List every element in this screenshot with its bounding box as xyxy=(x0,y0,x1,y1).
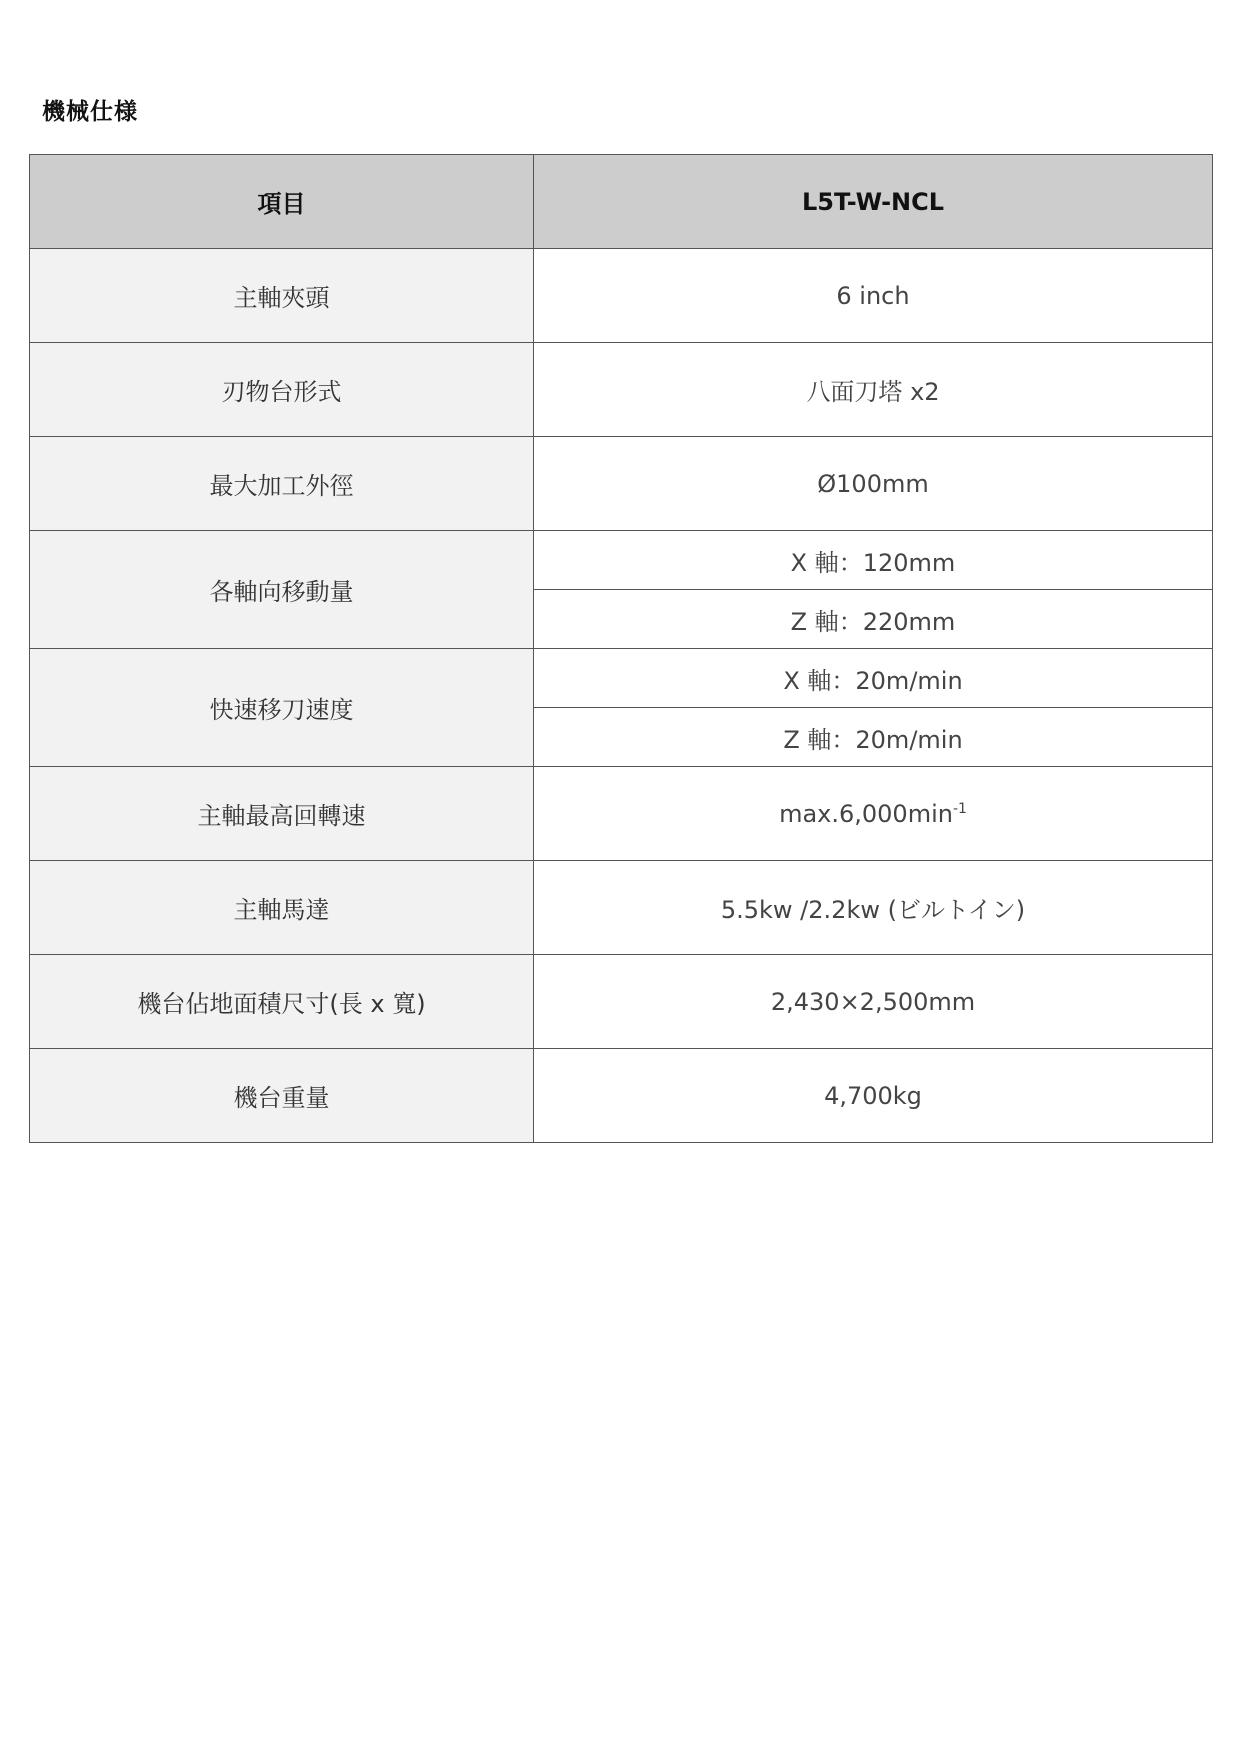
table-row xyxy=(30,343,1213,437)
table-row xyxy=(30,531,1213,590)
table-row xyxy=(30,437,1213,531)
row-label: 最大加工外徑 xyxy=(30,437,534,531)
value-text: max.6,000min xyxy=(779,799,953,828)
table-header-row xyxy=(30,155,1213,249)
header-item: 項目 xyxy=(30,155,534,249)
row-value: 4,700kg xyxy=(534,1049,1213,1143)
row-value: 5.5kw /2.2kw (ビルトイン) xyxy=(534,861,1213,955)
header-model: L5T-W-NCL xyxy=(534,155,1213,249)
row-value: Ø100mm xyxy=(534,437,1213,531)
table-row xyxy=(30,767,1213,861)
row-label: 主軸馬達 xyxy=(30,861,534,955)
value-superscript: -1 xyxy=(952,800,967,817)
row-label: 機台佔地面積尺寸(長 x 寬) xyxy=(30,955,534,1049)
row-value: 八面刀塔 x2 xyxy=(534,343,1213,437)
table-row xyxy=(30,955,1213,1049)
row-value xyxy=(534,767,1213,861)
row-value-x-axis: X 軸：120mm xyxy=(534,531,1213,590)
row-label: 快速移刀速度 xyxy=(30,649,534,767)
table-row xyxy=(30,649,1213,708)
table-row xyxy=(30,249,1213,343)
spec-table xyxy=(29,154,1213,1143)
row-label: 刃物台形式 xyxy=(30,343,534,437)
document-title: 機械仕様 xyxy=(42,99,138,125)
table-row xyxy=(30,1049,1213,1143)
row-label: 各軸向移動量 xyxy=(30,531,534,649)
row-value: 2,430×2,500mm xyxy=(534,955,1213,1049)
row-value: 6 inch xyxy=(534,249,1213,343)
row-value-z-axis: Z 軸：220mm xyxy=(534,590,1213,649)
row-value-x-axis: X 軸：20m/min xyxy=(534,649,1213,708)
row-label: 主軸夾頭 xyxy=(30,249,534,343)
row-value-z-axis: Z 軸：20m/min xyxy=(534,708,1213,767)
row-label: 機台重量 xyxy=(30,1049,534,1143)
row-label: 主軸最高回轉速 xyxy=(30,767,534,861)
table-row xyxy=(30,861,1213,955)
